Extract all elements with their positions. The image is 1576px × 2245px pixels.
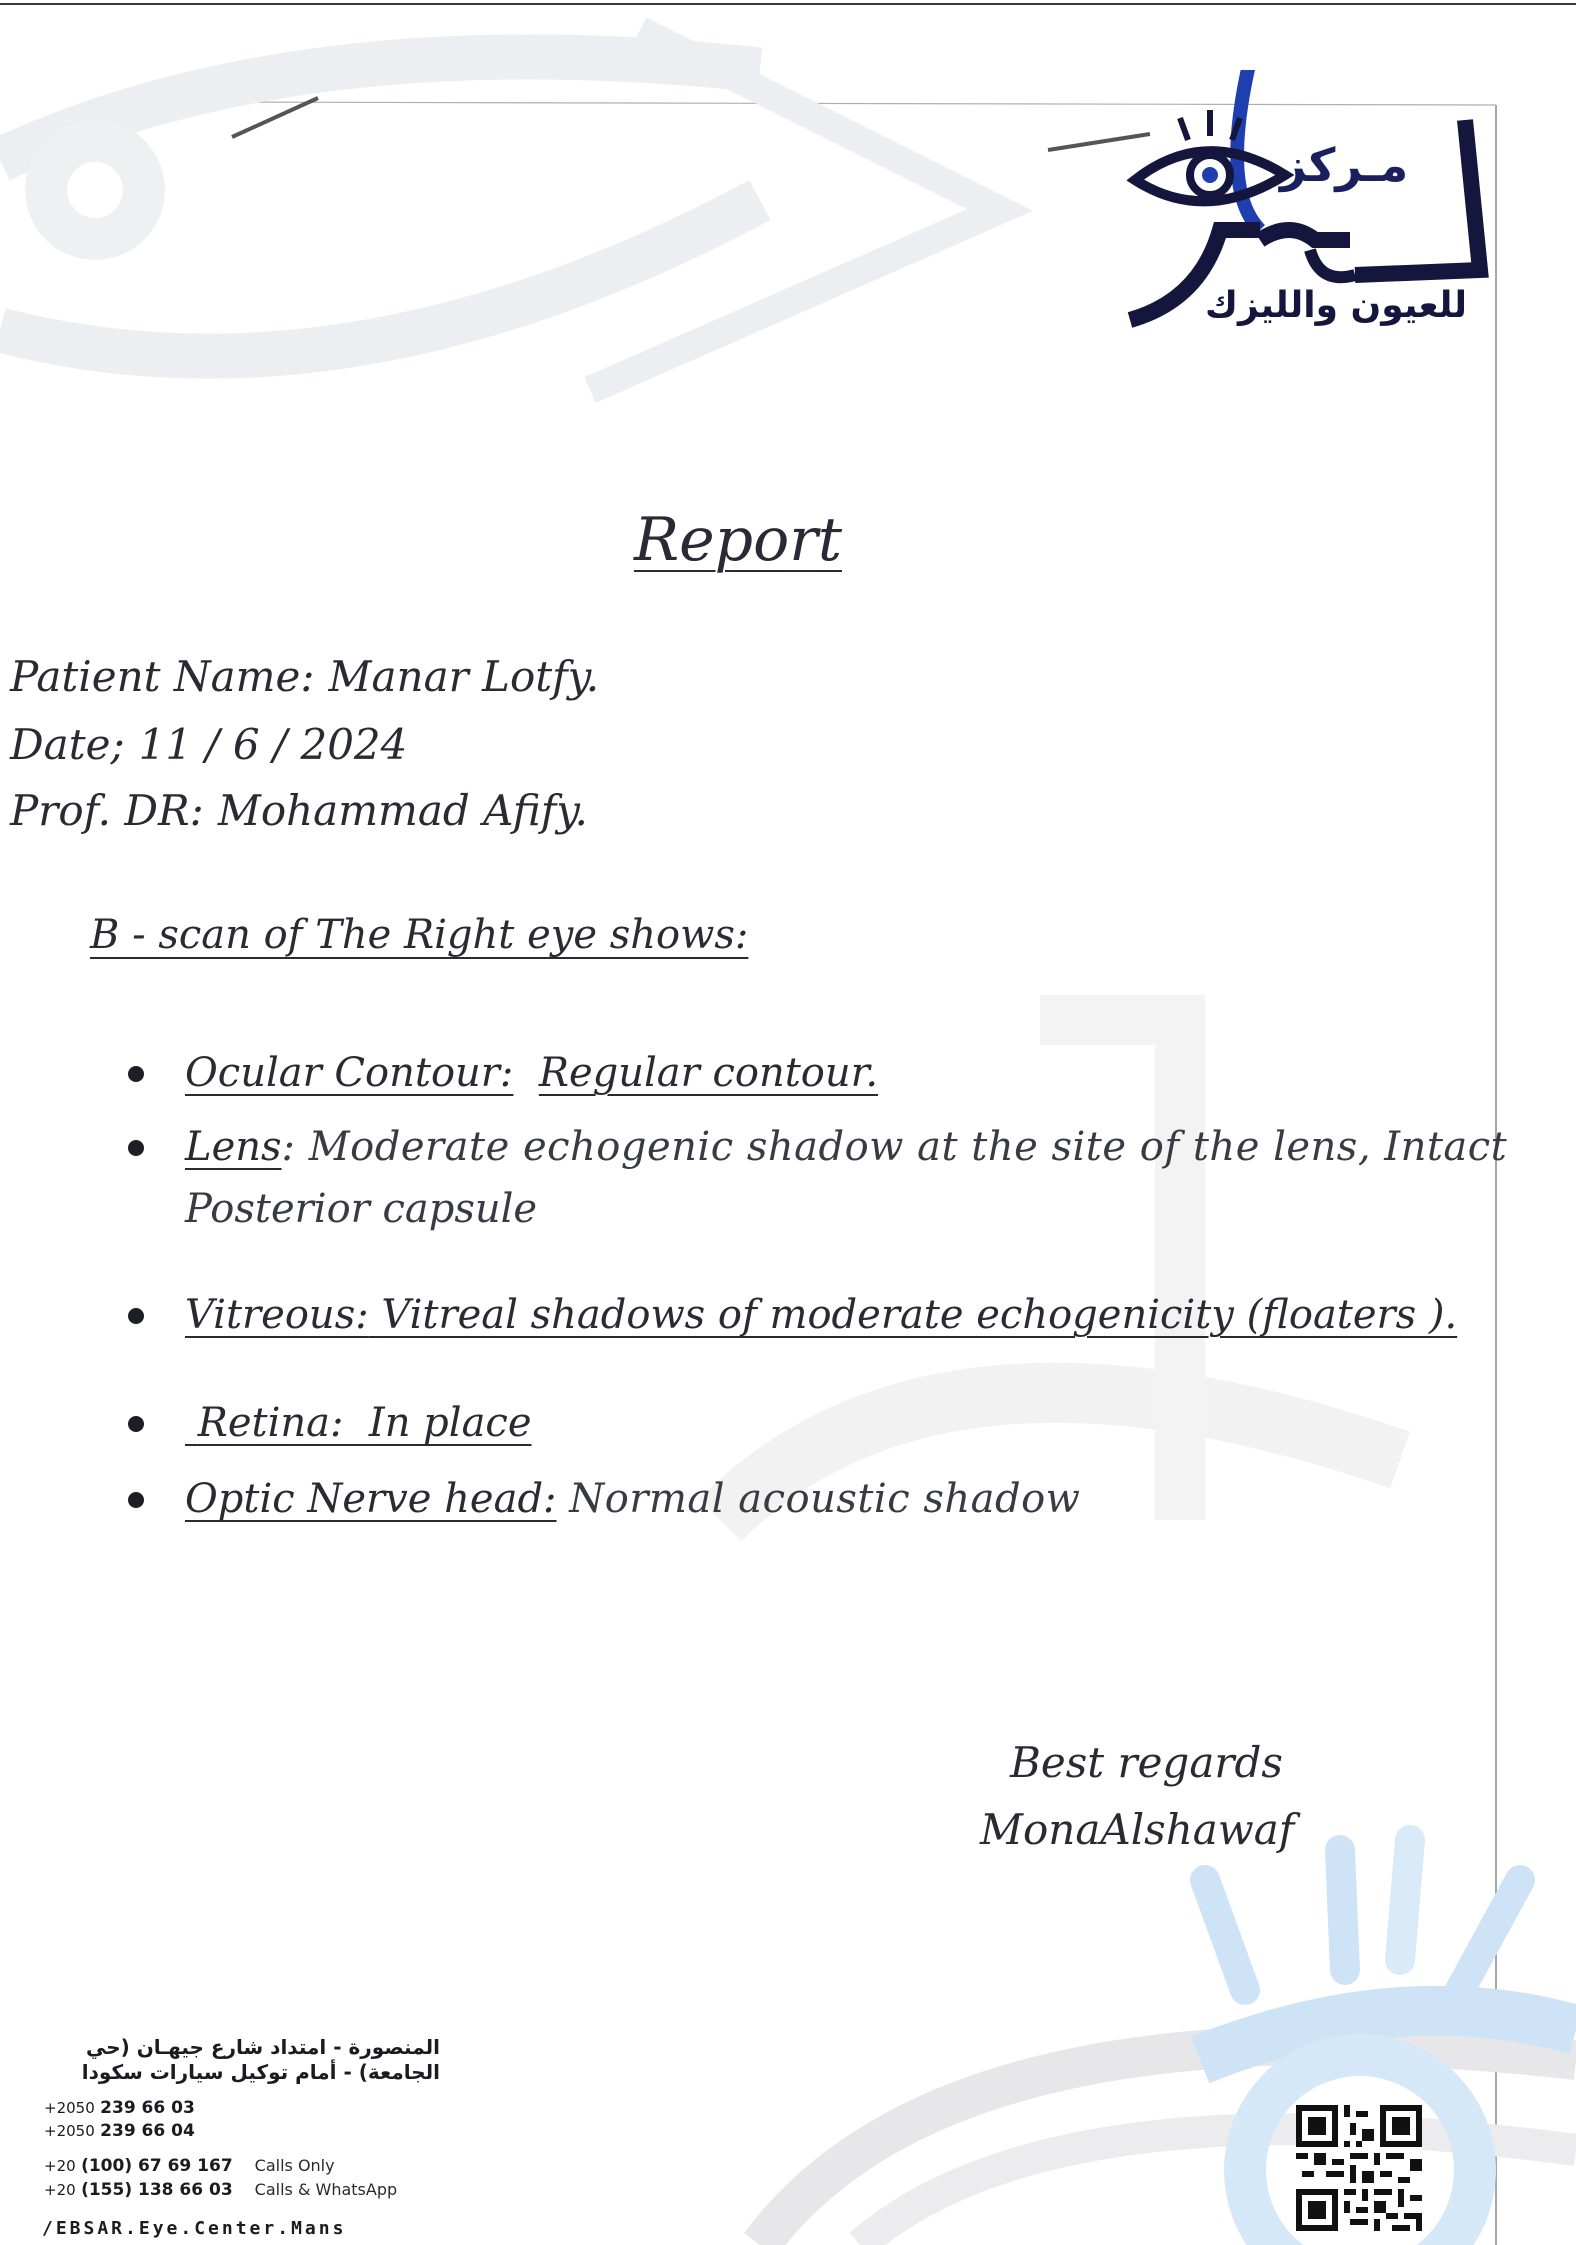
qr-code-icon (1296, 2105, 1422, 2231)
bullet-icon (128, 1066, 144, 1082)
finding-value: Normal acoustic shadow (569, 1476, 1081, 1522)
signer-name: MonaAlshawaf (980, 1805, 1295, 1854)
patient-name-value: Manar Lotfy. (328, 652, 600, 701)
finding-label: Ocular Contour: (185, 1050, 514, 1096)
finding-value: : Moderate echogenic shadow at the site of the lens, Intact (281, 1124, 1508, 1170)
phone-line: +20 (155) 138 66 03 Calls & WhatsApp (44, 2180, 398, 2200)
bullet-icon (128, 1140, 144, 1156)
finding-label: Lens (185, 1124, 282, 1170)
finding-value: Vitreal shadows of moderate echogenicity (floaters ). (381, 1292, 1458, 1338)
phone-line: +20 (100) 67 69 167 Calls Only (44, 2156, 335, 2176)
logo-arabic-markaz: مـركز (1280, 138, 1409, 192)
finding-lens-continuation: Posterior capsule (185, 1186, 538, 1232)
social-handle: /EBSAR.Eye.Center.Mans (42, 2218, 347, 2239)
scan-heading: B - scan of The Right eye shows: (90, 912, 749, 958)
patient-name-label: Patient Name: (10, 652, 315, 701)
date-label: Date; (10, 720, 125, 769)
address-line-1: المنصورة - امتداد شارع جيهـان (حي (85, 2035, 440, 2059)
logo-arabic-tagline: للعيون والليزك (1205, 285, 1468, 326)
finding-value: In place (368, 1400, 532, 1446)
report-title: Report (633, 505, 842, 575)
date-row (10, 720, 407, 769)
clinic-address (40, 2035, 440, 2085)
phone-line: +2050 239 66 03 (44, 2098, 195, 2118)
address-line-2: الجامعة) - أمام توكيل سيارات سكودا (81, 2060, 440, 2084)
date-value: 11 / 6 / 2024 (138, 720, 408, 769)
finding-label: Retina: (197, 1400, 344, 1446)
bullet-icon (128, 1416, 144, 1432)
phone-line: +2050 239 66 04 (44, 2121, 195, 2141)
doctor-row (10, 786, 588, 835)
bullet-icon (128, 1492, 144, 1508)
finding-value: Regular contour. (538, 1050, 879, 1096)
finding-label: Optic Nerve head: (185, 1476, 557, 1522)
doctor-label: Prof. DR: (10, 786, 204, 835)
doctor-value: Mohammad Afify. (217, 786, 588, 835)
patient-name-row (10, 652, 599, 701)
bullet-icon (128, 1308, 144, 1324)
finding-label: Vitreous: (185, 1292, 369, 1338)
closing-regards: Best regards (1010, 1738, 1283, 1787)
